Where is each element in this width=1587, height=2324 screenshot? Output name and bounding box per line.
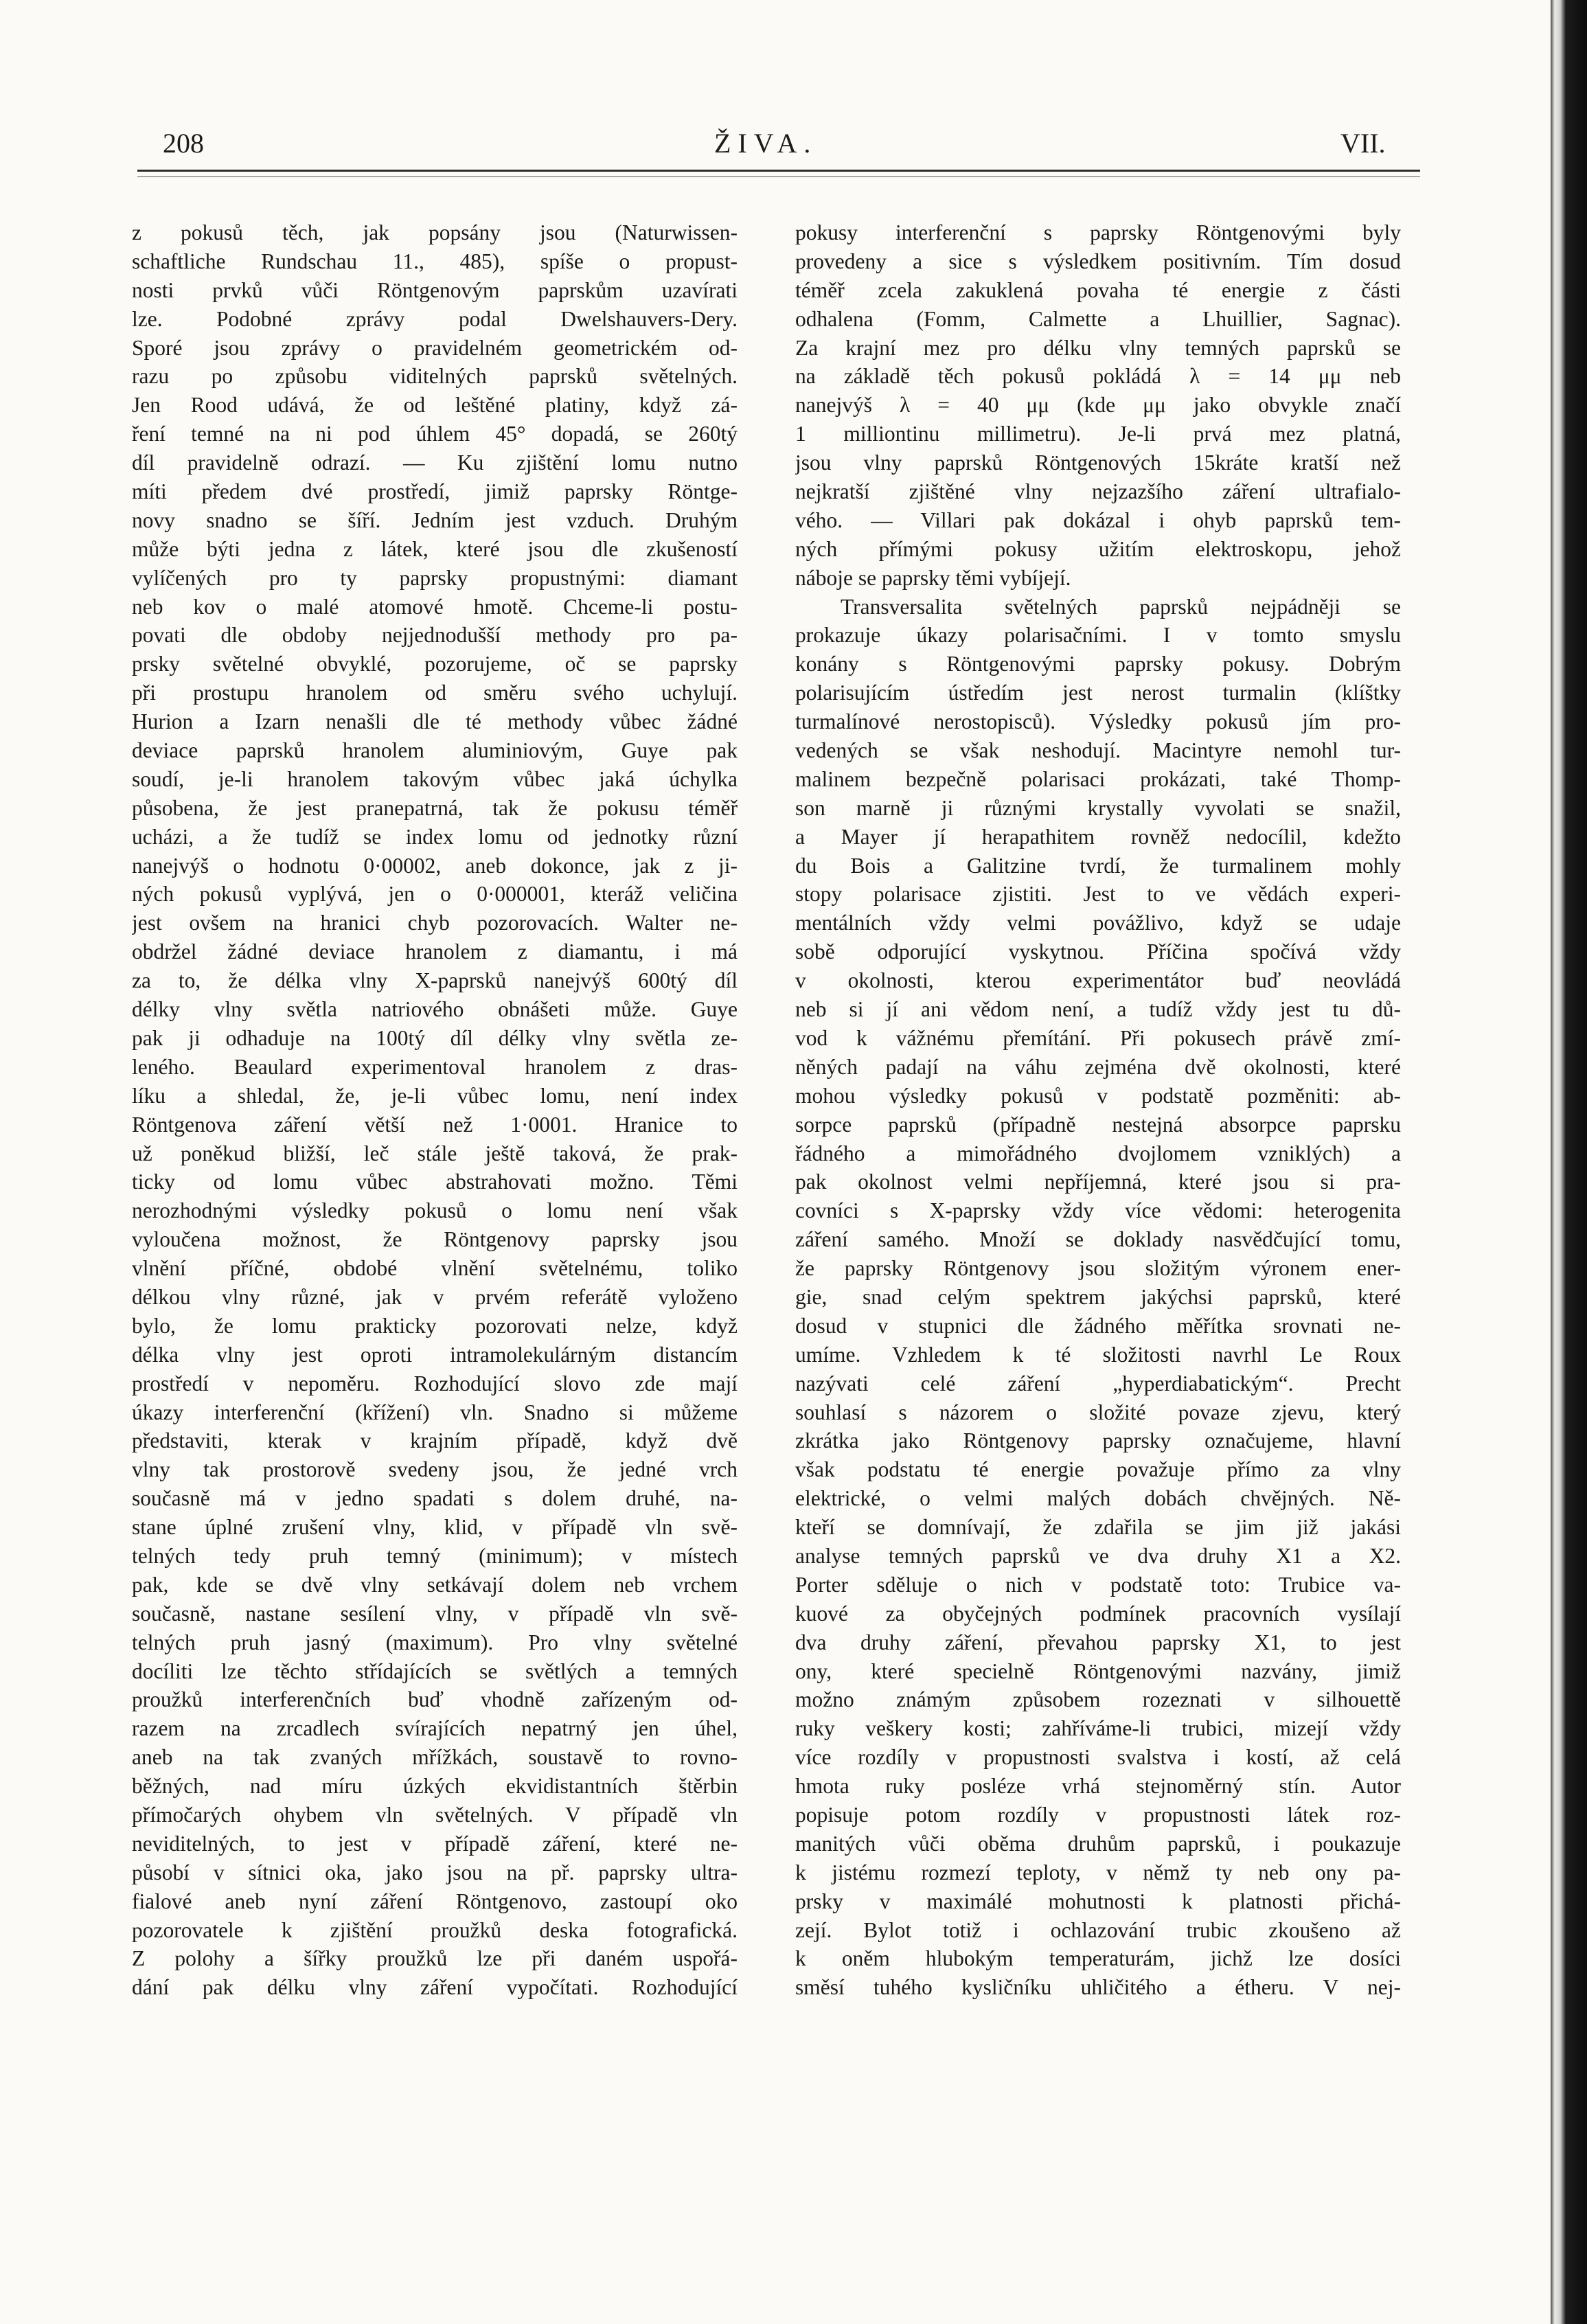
running-header: [0, 127, 1551, 168]
text-line: neviditelných, to jest v případě záření, které ne-: [132, 1831, 738, 1856]
text-line: řádného a mimořádného dvojlomem vzniklých) a: [795, 1141, 1401, 1165]
text-line: covníci s X-paprsky vždy více vědomi: heterogenita: [795, 1198, 1401, 1223]
text-line: telných tedy pruh temný (minimum); v místech: [132, 1543, 738, 1568]
text-line: že paprsky Röntgenovy jsou složitým výronem ener-: [795, 1256, 1401, 1281]
text-line: jsou vlny paprsků Röntgenových 15kráte kratší než: [795, 451, 1401, 475]
text-line: telných pruh jasný (maximum). Pro vlny světelné: [132, 1630, 738, 1654]
book-spine-edge: [1551, 0, 1587, 2324]
text-line: už poněkud bližší, leč stále ještě taková, že prak-: [132, 1141, 738, 1165]
text-line: provedeny a sice s výsledkem positivním. Tím dosud: [795, 249, 1401, 273]
text-line: délka vlny jest oproti intramolekulárným distancím: [132, 1342, 738, 1367]
text-line: kteří se domnívají, že zdařila se jim již jakási: [795, 1515, 1401, 1540]
text-line: působí v sítnici oka, jako jsou na př. paprsky ultra-: [132, 1860, 738, 1884]
text-line: současně má v jedno spadati s dolem druhé, na-: [132, 1486, 738, 1511]
text-line: jest ovšem na hranici chyb pozorovacích. Walter ne-: [132, 911, 738, 935]
text-line: díl pravidelně odrazí. — Ku zjištění lomu nutno: [132, 451, 738, 475]
text-line: téměř zcela zakuklená povaha té energie z části: [795, 277, 1401, 302]
text-line: současně, nastane sesílení vlny, v případě vln svě-: [132, 1601, 738, 1626]
text-line: Z polohy a šířky proužků lze při daném uspořá-: [132, 1946, 738, 1971]
page-number: 208: [163, 128, 204, 159]
text-line: souhlasí s názorem o složité povaze zjevu, který: [795, 1400, 1401, 1424]
text-line: běžných, nad míru úzkých ekvidistantních štěrbin: [132, 1774, 738, 1799]
text-line: působena, že jest pranepatrná, tak že pokusu téměř: [132, 795, 738, 820]
text-line: vého. — Villari pak dokázal i ohyb paprsků tem-: [795, 508, 1401, 532]
text-line: ruky veškery kosti; zahříváme-li trubici, mizejí vždy: [795, 1716, 1401, 1741]
text-line: v okolnosti, kterou experimentátor buď neovládá: [795, 968, 1401, 993]
text-line: gie, snad celým spektrem jakýchsi paprsků, které: [795, 1284, 1401, 1309]
text-line: soudí, je-li hranolem takovým vůbec jaká úchylka: [132, 766, 738, 791]
text-line: Transversalita světelných paprsků nejpádněji se: [841, 594, 1401, 619]
text-line: manitých vůči oběma druhům paprsků, i poukazuje: [795, 1831, 1401, 1856]
text-line: sobě odporující vyskytnou. Příčina spočívá vždy: [795, 939, 1401, 964]
text-line: razem na zrcadlech svírajících nepatrný jen úhel,: [132, 1716, 738, 1741]
text-line: ných přímými pokusy užitím elektroskopu, jehož: [795, 536, 1401, 561]
text-line: malinem bezpečně polarisaci prokázati, také Thomp-: [795, 766, 1401, 791]
text-line: prokazuje úkazy polarisačními. I v tomto smyslu: [795, 623, 1401, 648]
text-line: stopy polarisace zjistiti. Jest to ve vědách experi-: [795, 882, 1401, 907]
text-line: ucházi, a že tudíž se index lomu od jednotky různí: [132, 824, 738, 849]
text-line: nazývati celé záření „hyperdiabatickým“. Precht: [795, 1371, 1401, 1395]
text-line: aneb na tak zvaných mřížkách, soustavě to rovno-: [132, 1745, 738, 1770]
text-line: Röntgenova záření větší než 1·0001. Hranice to: [132, 1112, 738, 1137]
text-line: líku a shledal, že, je-li vůbec lomu, není index: [132, 1083, 738, 1108]
header-rule: [137, 170, 1420, 172]
text-line: analyse temných paprsků ve dva druhy X1 a X2.: [795, 1543, 1401, 1568]
text-line: něných padají na váhu zejména dvě okolnosti, které: [795, 1054, 1401, 1079]
text-line: směsí tuhého kysličníku uhličitého a étheru. V nej-: [795, 1975, 1401, 2000]
left-text-column: [132, 218, 738, 2002]
text-line: zkrátka jako Röntgenovy paprsky označujeme, hlavní: [795, 1428, 1401, 1453]
text-line: prsky v maximálé mohutnosti k platnosti přichá-: [795, 1889, 1401, 1913]
text-line: proužků interferenčních buď vhodně zařízeným od-: [132, 1687, 738, 1712]
text-line: mentálních vždy velmi povážlivo, když se udaje: [795, 911, 1401, 935]
text-line: lze. Podobné zprávy podal Dwelshauvers-Dery.: [132, 306, 738, 331]
text-line: neb kov o malé atomové hmotě. Chceme-li postu-: [132, 594, 738, 619]
text-line: umíme. Vzhledem k té složitosti navrhl Le Roux: [795, 1342, 1401, 1367]
volume-number: VII.: [1340, 128, 1386, 159]
text-line: k oněm hlubokým temperaturám, jichž lze dosíci: [795, 1946, 1401, 1971]
text-line: odhalena (Fomm, Calmette a Lhuillier, Sagnac).: [795, 306, 1401, 331]
text-line: za to, že délka vlny X-paprsků nanejvýš 600tý díl: [132, 968, 738, 993]
text-line: prsky světelné obvyklé, pozorujeme, oč se paprsky: [132, 652, 738, 676]
text-line: nejkratší zjištěné vlny nejzazšího záření ultrafialo-: [795, 479, 1401, 504]
text-line: ření temné na ni pod úhlem 45° dopadá, se 260tý: [132, 422, 738, 446]
text-line: povati dle obdoby nejjednodušší methody pro pa-: [132, 623, 738, 648]
text-line: du Bois a Galitzine tvrdí, že turmalinem mohly: [795, 853, 1401, 878]
text-line: vod k vážnému přemítání. Při pokusech právě zmí-: [795, 1025, 1401, 1050]
text-line: možno známým způsobem rozeznati v silhouettě: [795, 1687, 1401, 1712]
text-line: délkou vlny různé, jak v prvém referátě vyloženo: [132, 1284, 738, 1309]
text-line: Porter sděluje o nich v podstatě toto: Trubice va-: [795, 1572, 1401, 1597]
text-line: záření samého. Množí se doklady nasvědčující tomu,: [795, 1227, 1401, 1252]
text-line: úkazy interferenční (křížení) vln. Snadno si můžeme: [132, 1400, 738, 1424]
text-line: zejí. Bylot totiž i ochlazování trubic zkoušeno až: [795, 1917, 1401, 1942]
text-line: k jistému rozmezí teploty, v němž ty neb ony pa-: [795, 1860, 1401, 1884]
text-line: pak, kde se dvě vlny setkávají dolem neb vrchem: [132, 1572, 738, 1597]
text-line: přímočarých ohybem vln světelných. V případě vln: [132, 1802, 738, 1827]
text-line: konány s Röntgenovými paprsky pokusy. Dobrým: [795, 652, 1401, 676]
text-line: novy snadno se šíří. Jedním jest vzduch. Druhým: [132, 508, 738, 532]
text-line: pak okolnost velmi nepříjemná, které jsou si pra-: [795, 1170, 1401, 1194]
text-line: délky vlny světla natriového obnášeti může. Guye: [132, 997, 738, 1022]
text-line: elektrické, o velmi malých dobách chvějných. Ně-: [795, 1486, 1401, 1511]
text-line: nanejvýš λ = 40 μμ (kde μμ jako obvykle značí: [795, 393, 1401, 418]
text-line: vyloučena možnost, že Röntgenovy paprsky jsou: [132, 1227, 738, 1252]
text-line: Jen Rood udává, že od leštěné platiny, když zá-: [132, 393, 738, 418]
text-line: prostředí v nepoměru. Rozhodující slovo zde mají: [132, 1371, 738, 1395]
text-line: son marně ji různými krystally vyvolati se snažil,: [795, 795, 1401, 820]
text-line: nosti prvků vůči Röntgenovým paprskům uzavírati: [132, 277, 738, 302]
text-line: vlny tak prostorově svedeny jsou, že jedné vrch: [132, 1457, 738, 1482]
text-line: Za krajní mez pro délku vlny temných paprsků se: [795, 335, 1401, 360]
text-line: razu po způsobu viditelných paprsků světelných.: [132, 364, 738, 389]
text-line: Sporé jsou zprávy o pravidelném geometrickém od-: [132, 335, 738, 360]
text-line: dosud v stupnici dle žádného měřítka srovnati ne-: [795, 1313, 1401, 1338]
text-line: pak ji odhaduje na 100tý díl délky vlny světla ze-: [132, 1025, 738, 1050]
text-line: z pokusů těch, jak popsány jsou (Naturwissen-: [132, 220, 738, 244]
text-line: však podstatu té energie považuje přímo za vlny: [795, 1457, 1401, 1482]
text-line: neb si jí ani vědom není, a tudíž vždy jest tu dů-: [795, 997, 1401, 1022]
text-line: představiti, kterak v krajním případě, když dvě: [132, 1428, 738, 1453]
text-line: vedených se však neshodují. Macintyre nemohl tur-: [795, 738, 1401, 763]
text-line: dva druhy záření, převahou paprsky X1, to jest: [795, 1630, 1401, 1654]
text-line: hmota ruky posléze vrhá stejnoměrný stín. Autor: [795, 1774, 1401, 1799]
text-line: pokusy interferenční s paprsky Röntgenovými byly: [795, 220, 1401, 244]
text-line: na základě těch pokusů pokládá λ = 14 μμ neb: [795, 364, 1401, 389]
text-line: vylíčených pro ty paprsky propustnými: diamant: [132, 565, 738, 590]
text-line: bylo, že lomu prakticky pozorovati nelze, když: [132, 1313, 738, 1338]
text-line: dání pak délku vlny záření vypočítati. Rozhodující: [132, 1975, 738, 2000]
text-line: sorpce paprsků (případně nestejná absorpce paprsku: [795, 1112, 1401, 1137]
text-line: vlnění příčné, obdobé vlnění světelnému, toliko: [132, 1256, 738, 1281]
text-line: míti předem dvé prostředí, jimiž paprsky Röntge-: [132, 479, 738, 504]
text-line: obdržel žádné deviace hranolem z diamantu, i má: [132, 939, 738, 964]
text-line: Hurion a Izarn nenašli dle té methody vůbec žádné: [132, 709, 738, 734]
header-rule-thin: [137, 176, 1420, 177]
right-text-column: [795, 218, 1401, 2002]
text-line: a Mayer jí herapathitem rovněž nedocílil, kdežto: [795, 824, 1401, 849]
text-line: ony, které specielně Röntgenovými nazvány, jimiž: [795, 1659, 1401, 1683]
text-line: více rozdíly v propustnosti svalstva i kostí, až celá: [795, 1745, 1401, 1770]
text-line: náboje se paprsky těmi vybíjejí.: [795, 565, 1071, 590]
text-line: docíliti lze těchto střídajících se světlých a temných: [132, 1659, 738, 1683]
text-line: 1 milliontinu millimetru). Je-li prvá mez platná,: [795, 422, 1401, 446]
text-line: popisuje potom rozdíly v propustnosti látek roz-: [795, 1802, 1401, 1827]
text-line: polarisujícím ústředím jest nerost turmalin (klíštky: [795, 681, 1401, 705]
text-line: kuové za obyčejných podmínek pracovních vysílají: [795, 1601, 1401, 1626]
text-line: fialové aneb nyní záření Röntgenovo, zastoupí oko: [132, 1889, 738, 1913]
text-line: turmalínové nerostopisců). Výsledky pokusů jím pro-: [795, 709, 1401, 734]
text-line: schaftliche Rundschau 11., 485), spíše o propust-: [132, 249, 738, 273]
text-line: mohou výsledky pokusů v podstatě pozměniti: ab-: [795, 1083, 1401, 1108]
text-line: deviace paprsků hranolem aluminiovým, Guye pak: [132, 738, 738, 763]
text-line: nerozhodnými výsledky pokusů o lomu není však: [132, 1198, 738, 1223]
text-line: pozorovatele k zjištění proužků deska fotografická.: [132, 1917, 738, 1942]
text-line: leného. Beaulard experimentoval hranolem z dras-: [132, 1054, 738, 1079]
text-line: stane úplné zrušení vlny, klid, v případě vln svě-: [132, 1515, 738, 1540]
journal-title: ŽIVA.: [714, 128, 818, 159]
text-line: při prostupu hranolem od směru svého uchylují.: [132, 681, 738, 705]
text-line: ných pokusů vyplývá, jen o 0·000001, kteráž veličina: [132, 882, 738, 907]
text-line: může býti jedna z látek, které jsou dle zkušeností: [132, 536, 738, 561]
text-line: nanejvýš o hodnotu 0·00002, aneb dokonce, jak z ji-: [132, 853, 738, 878]
text-line: ticky od lomu vůbec abstrahovati možno. Těmi: [132, 1170, 738, 1194]
